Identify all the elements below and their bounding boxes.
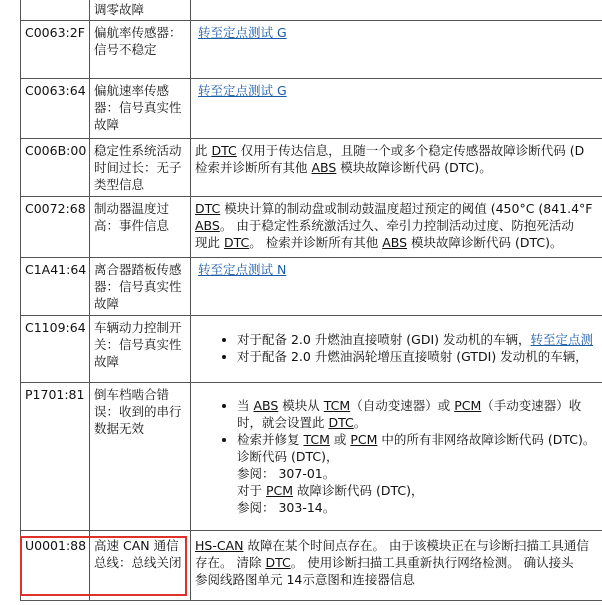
action-line: 现此 DTC。 检索并诊断所有其他 ABS 模块故障诊断代码 (DTC)。 bbox=[195, 235, 563, 250]
action-line: ABS。 由于稳定性系统激活过久、牵引力控制活动过度、防抱死活动 bbox=[195, 218, 574, 233]
dtc-code-cell: C006B:00 bbox=[21, 139, 90, 197]
abs-abbr-link[interactable]: ABS bbox=[253, 398, 279, 413]
action-line: 此 DTC 仅用于传达信息，且随一个或多个稳定传感器故障诊断代码 (D bbox=[195, 143, 585, 158]
table-row bbox=[21, 21, 602, 79]
action-cell bbox=[191, 139, 602, 197]
abs-abbr-link[interactable]: ABS bbox=[195, 218, 220, 233]
dtc-description: 离合器踏板传感器：信号真实性故障 bbox=[90, 258, 191, 316]
dtc-code-cell: C0072:68 bbox=[21, 197, 90, 258]
dtc-description: 偏航率传感器：信号不稳定 bbox=[90, 21, 191, 79]
table-row bbox=[21, 531, 602, 601]
action-bullet-list bbox=[195, 331, 602, 365]
action-line: DTC 模块计算的制动盘或制动鼓温度超过预定的阈值 (450°C (841.4°F bbox=[195, 201, 593, 216]
dtc-description: 制动器温度过高：事件信息 bbox=[90, 197, 191, 258]
action-cell bbox=[191, 531, 602, 601]
table-row bbox=[21, 316, 602, 383]
pcm-abbr-link[interactable]: PCM bbox=[454, 398, 482, 413]
tcm-abbr-link[interactable]: TCM bbox=[323, 398, 351, 413]
dtc-code-cell: C1109:64 bbox=[21, 316, 90, 383]
table-row bbox=[21, 197, 602, 258]
hs-can-abbr-link[interactable]: HS-CAN bbox=[195, 538, 244, 553]
abs-abbr-link[interactable]: ABS bbox=[311, 160, 337, 175]
action-cell bbox=[191, 0, 602, 21]
dtc-abbr-link[interactable]: DTC bbox=[223, 235, 250, 250]
action-cell bbox=[191, 258, 602, 316]
dtc-abbr-link[interactable]: DTC bbox=[195, 201, 221, 216]
action-line: HS-CAN 故障在某个时间点存在。 由于该模块正在与诊断扫描工具通信 bbox=[195, 538, 589, 553]
dtc-description: 车辆动力控制开关：信号真实性故障 bbox=[90, 316, 191, 383]
dtc-code-cell: U0001:88 bbox=[21, 531, 90, 601]
action-cell bbox=[191, 79, 602, 139]
list-item: • 对于配备 2.0 升燃油涡轮增压直接喷射 (GTDI) 发动机的车辆， bbox=[237, 348, 602, 365]
dtc-description: 倒车档啮合错误：收到的串行数据无效 bbox=[90, 383, 191, 531]
pinpoint-test-link[interactable]: 转至定点测试 N bbox=[198, 262, 287, 277]
dtc-code-cell: C1A41:64 bbox=[21, 258, 90, 316]
dtc-abbr-link[interactable]: DTC bbox=[265, 555, 291, 570]
dtc-abbr-link[interactable]: DTC bbox=[328, 415, 354, 430]
table-row bbox=[21, 139, 602, 197]
dtc-code-cell: C0063:2F bbox=[21, 21, 90, 79]
list-item: • 当 ABS 模块从 TCM（自动变速器）或 PCM（手动变速器）收 时，就会设置此 DTC。 bbox=[237, 397, 602, 431]
action-cell bbox=[191, 316, 602, 383]
action-cell bbox=[191, 383, 602, 531]
dtc-code-cell bbox=[21, 0, 90, 21]
pcm-abbr-link[interactable]: PCM bbox=[350, 432, 378, 447]
tcm-abbr-link[interactable]: TCM bbox=[303, 432, 330, 447]
dtc-description: 稳定性系统活动时间过长：无子类型信息 bbox=[90, 139, 191, 197]
table-row bbox=[21, 0, 602, 21]
action-cell bbox=[191, 21, 602, 79]
action-line: 存在。 清除 DTC。 使用诊断扫描工具重新执行网络检测。 确认接头 bbox=[195, 555, 574, 570]
action-bullet-list bbox=[195, 397, 602, 516]
pinpoint-test-link[interactable]: 转至定点测试 G bbox=[198, 83, 287, 98]
abs-abbr-link[interactable]: ABS bbox=[382, 235, 408, 250]
action-cell bbox=[191, 197, 602, 258]
list-item: • 检索并修复 TCM 或 PCM 中的所有非网络故障诊断代码 (DTC)。 诊断代码 (DTC)， 参阅： 307-01。 对于 PCM 故障诊断代码 (DTC)， 参阅： 303-14。 bbox=[237, 431, 602, 516]
pcm-abbr-link[interactable]: PCM bbox=[265, 483, 294, 498]
table-row bbox=[21, 383, 602, 531]
table-row bbox=[21, 79, 602, 139]
pinpoint-test-link[interactable]: 转至定点测试 G bbox=[198, 25, 287, 40]
dtc-description: 高速 CAN 通信总线：总线关闭 bbox=[90, 531, 191, 601]
list-item: • 对于配备 2.0 升燃油直接喷射 (GDI) 发动机的车辆，转至定点测 bbox=[237, 331, 602, 348]
dtc-code-cell: C0063:64 bbox=[21, 79, 90, 139]
action-line: 参阅线路图单元 14示意图和连接器信息 bbox=[195, 572, 415, 587]
dtc-table bbox=[20, 0, 602, 601]
dtc-description: 调零故障 bbox=[90, 0, 191, 21]
dtc-abbr-link[interactable]: DTC bbox=[211, 143, 237, 158]
pinpoint-test-link[interactable]: 转至定点测 bbox=[530, 332, 594, 347]
table-row bbox=[21, 258, 602, 316]
dtc-code-cell: P1701:81 bbox=[21, 383, 90, 531]
dtc-description: 偏航速率传感器：信号真实性故障 bbox=[90, 79, 191, 139]
action-line: 检索并诊断所有其他 ABS 模块故障诊断代码 (DTC)。 bbox=[195, 160, 492, 175]
